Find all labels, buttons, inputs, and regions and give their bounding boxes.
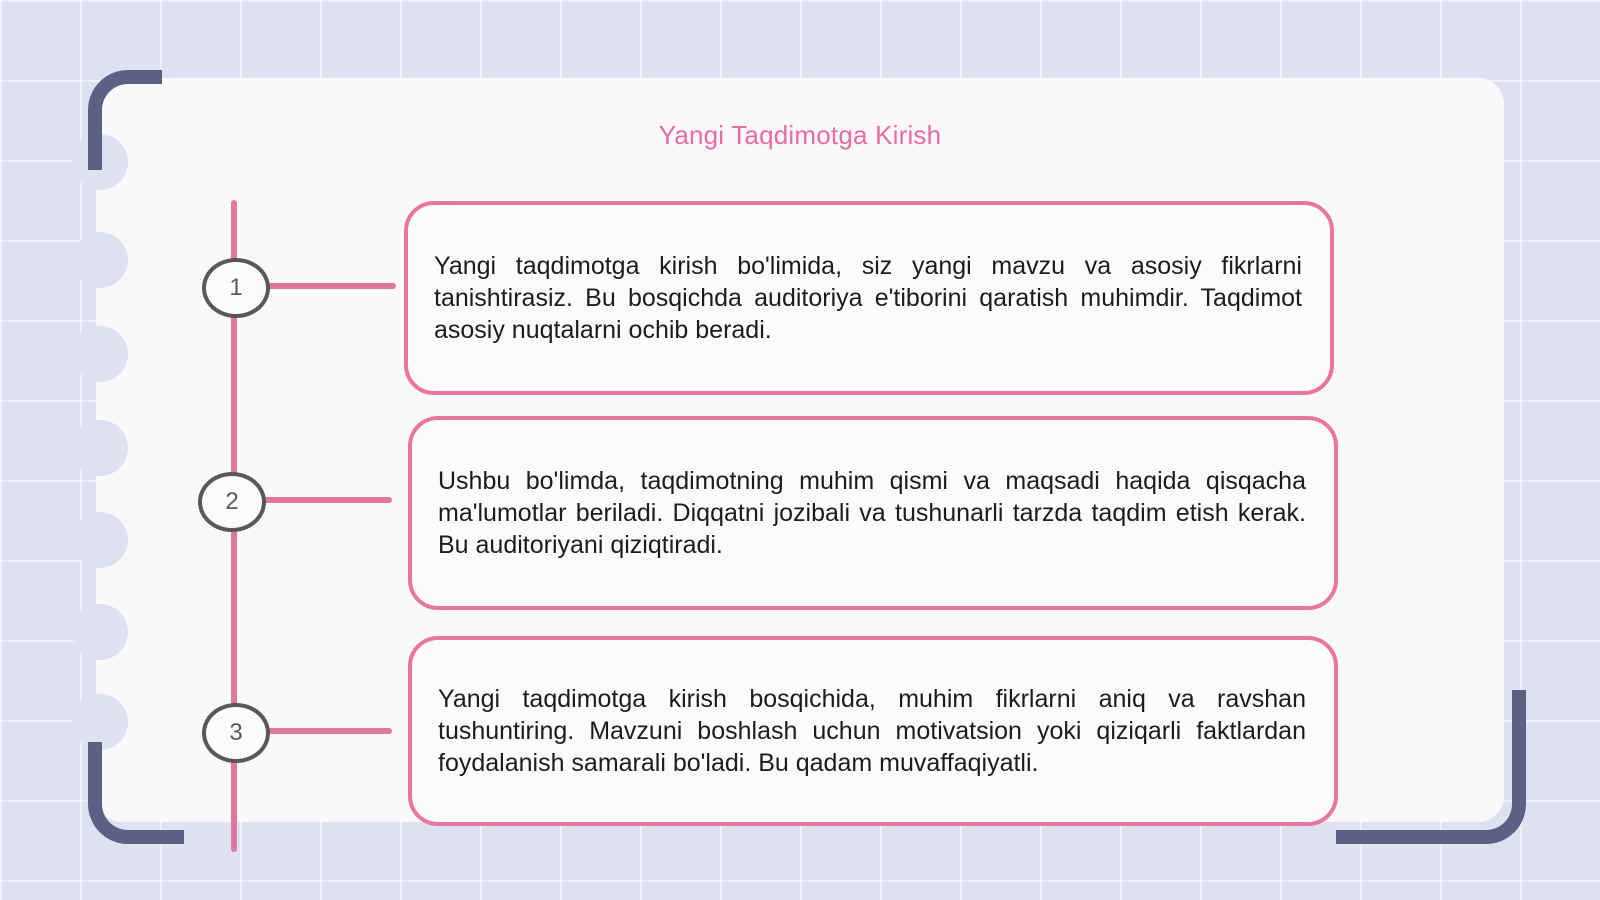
step-3-text: Yangi taqdimotga kirish bosqichida, muhim fikrlarni aniq va ravshan tushuntiring. Mavzuni boshlash uchun motivatsion yoki qiziqarli faktlardan foydalanish samarali bo'ladi. Bu qadam muvaffaqiyatli. — [438, 685, 1306, 777]
paper-scallop — [72, 420, 128, 476]
frame-corner-bottom-left — [88, 742, 184, 844]
step-2-number: 2 — [198, 472, 266, 532]
step-1-card — [404, 201, 1334, 395]
slide-title: Yangi Taqdimotga Kirish — [658, 120, 942, 150]
frame-corner-bottom-right — [1336, 690, 1526, 844]
step-3-connector — [266, 728, 392, 734]
step-2-connector — [262, 497, 392, 503]
step-1-text: Yangi taqdimotga kirish bo'limida, siz yangi mavzu va asosiy fikrlarni tanishtirasiz. Bu bosqichda auditoriya e'tiborini qaratish muhimdir. Taqdimot asosiy nuqtalarni ochib beradi. — [434, 252, 1302, 344]
paper-scallop — [72, 232, 128, 288]
step-3-number: 3 — [202, 703, 270, 763]
paper-scallop — [72, 326, 128, 382]
step-1-number: 1 — [202, 258, 270, 318]
paper-scallop — [72, 512, 128, 568]
step-2-card — [408, 416, 1338, 610]
paper-scallop — [72, 604, 128, 660]
step-3-card — [408, 636, 1338, 826]
step-1-connector — [266, 283, 396, 289]
step-2-text: Ushbu bo'limda, taqdimotning muhim qismi va maqsadi haqida qisqacha ma'lumotlar beriladi. Diqqatni jozibali va tushunarli tarzda taqdim etish kerak. Bu auditoriyani qiziqtiradi. — [438, 467, 1306, 559]
